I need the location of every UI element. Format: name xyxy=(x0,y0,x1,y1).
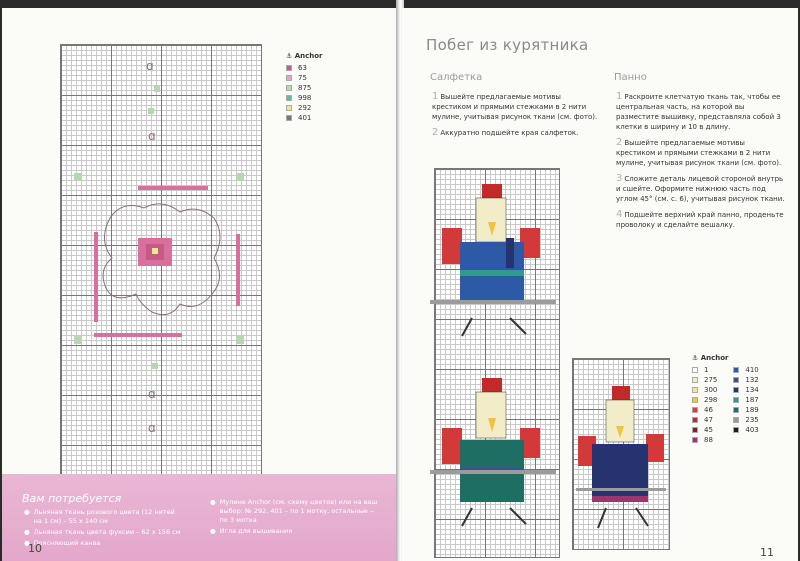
color-swatch xyxy=(692,437,698,443)
bullet-icon: ● xyxy=(210,498,216,506)
list-item: ● Мулине Anchor (см. схему цветов) или на ваш выбор: № 292, 401 – по 1 мотку, остальные – по 3 мотка xyxy=(210,498,378,524)
color-swatch xyxy=(692,397,698,403)
color-swatch xyxy=(692,417,698,423)
rooster-motifs xyxy=(402,8,798,561)
page-number: 11 xyxy=(760,546,774,559)
color-swatch xyxy=(733,407,739,413)
color-swatch xyxy=(692,427,698,433)
bullet-icon: ● xyxy=(24,528,30,536)
legend-row: 132 xyxy=(733,375,758,385)
left-legend xyxy=(286,52,323,123)
legend-row: 187 xyxy=(733,395,758,405)
legend-col-1 xyxy=(692,365,717,445)
list-item: ● Льняная ткань розового цвета (12 нитей на 1 см) – 55 х 140 см xyxy=(24,508,175,525)
color-swatch xyxy=(733,367,739,373)
legend-row: 292 xyxy=(286,103,323,113)
right-legend xyxy=(692,354,759,445)
step-item: 1 Раскроите клетчатую ткань так, чтобы ее центральная часть, на которой вы разместите вышивку, представляла собой 3 клетки в ширину и 10 в длину. xyxy=(616,91,781,131)
color-swatch xyxy=(286,85,292,91)
svg-text:ɑ: ɑ xyxy=(148,387,156,401)
color-swatch xyxy=(286,75,292,81)
legend-row: 410 xyxy=(733,365,758,375)
requirements-title: Вам потребуется xyxy=(22,492,122,505)
color-swatch xyxy=(733,417,739,423)
section-title-panel: Панно xyxy=(614,72,647,83)
color-swatch xyxy=(286,65,292,71)
bullet-icon: ● xyxy=(210,527,216,535)
color-swatch xyxy=(733,387,739,393)
list-item: ● Льняная ткань цвета фуксии – 62 х 156 см xyxy=(24,528,181,536)
list-item: ● Игла для вышивания xyxy=(210,527,293,535)
legend-row: 300 xyxy=(692,385,717,395)
legend-row: 401 xyxy=(286,113,323,123)
color-swatch xyxy=(692,407,698,413)
rooster-small xyxy=(576,386,666,528)
page-title: Побег из курятника xyxy=(426,36,589,54)
legend-row: 63 xyxy=(286,63,323,73)
section-title-napkin: Салфетка xyxy=(430,72,483,83)
color-swatch xyxy=(733,427,739,433)
legend-row: 75 xyxy=(286,73,323,83)
legend-row: 998 xyxy=(286,93,323,103)
legend-col-2 xyxy=(733,365,758,445)
rooster-bottom xyxy=(430,378,556,526)
color-swatch xyxy=(286,115,292,121)
anchor-logo: ⚓ Anchor xyxy=(692,354,729,362)
legend-row: 189 xyxy=(733,405,758,415)
page-number: 10 xyxy=(28,542,42,555)
color-swatch xyxy=(286,105,292,111)
legend-row: 275 xyxy=(692,375,717,385)
legend-row: 1 xyxy=(692,365,717,375)
step-item: 2 Вышейте предлагаемые мотивы крестиком и прямыми стежками в 2 нити мулине, учитывая рисунок ткани (см. фото). xyxy=(616,137,782,167)
color-swatch xyxy=(286,95,292,101)
legend-row: 235 xyxy=(733,415,758,425)
legend-row: 45 xyxy=(692,425,717,435)
right-page xyxy=(402,8,798,561)
legend-row: 403 xyxy=(733,425,758,435)
legend-row: 298 xyxy=(692,395,717,405)
legend-row: 46 xyxy=(692,405,717,415)
step-item: 2 Аккуратно подшейте края салфеток. xyxy=(432,127,579,138)
legend-row: 134 xyxy=(733,385,758,395)
legend-row: 47 xyxy=(692,415,717,425)
left-page xyxy=(2,8,398,561)
svg-text:ɑ: ɑ xyxy=(148,129,156,143)
legend-row: 875 xyxy=(286,83,323,93)
step-item: 3 Сложите деталь лицевой стороной внутрь и сшейте. Оформите нижнюю часть под углом 45° (см. с. 6), учитывая рисунок ткани. xyxy=(616,173,785,203)
requirements-list-right xyxy=(210,498,382,538)
color-swatch xyxy=(692,377,698,383)
color-swatch xyxy=(692,387,698,393)
bullet-icon: ● xyxy=(24,508,30,516)
requirements-list-left xyxy=(24,508,184,550)
step-item: 1 Вышейте предлагаемые мотивы крестиком и прямыми стежками в 2 нити мулине, учитывая рисунок ткани (см. фото). xyxy=(432,91,598,121)
color-swatch xyxy=(733,377,739,383)
rooster-top xyxy=(430,184,556,336)
list-item: ● Поясняющий канва xyxy=(24,539,101,547)
bullet-icon: ● xyxy=(24,539,30,547)
legend-row: 88 xyxy=(692,435,717,445)
svg-text:ɑ: ɑ xyxy=(146,59,154,73)
step-item: 4 Подшейте верхний край панно, проденьте проволоку и сделайте вешалку. xyxy=(616,209,784,229)
color-swatch xyxy=(692,367,698,373)
svg-text:ɑ: ɑ xyxy=(148,421,156,435)
anchor-logo: ⚓ Anchor xyxy=(286,52,323,60)
color-swatch xyxy=(733,397,739,403)
